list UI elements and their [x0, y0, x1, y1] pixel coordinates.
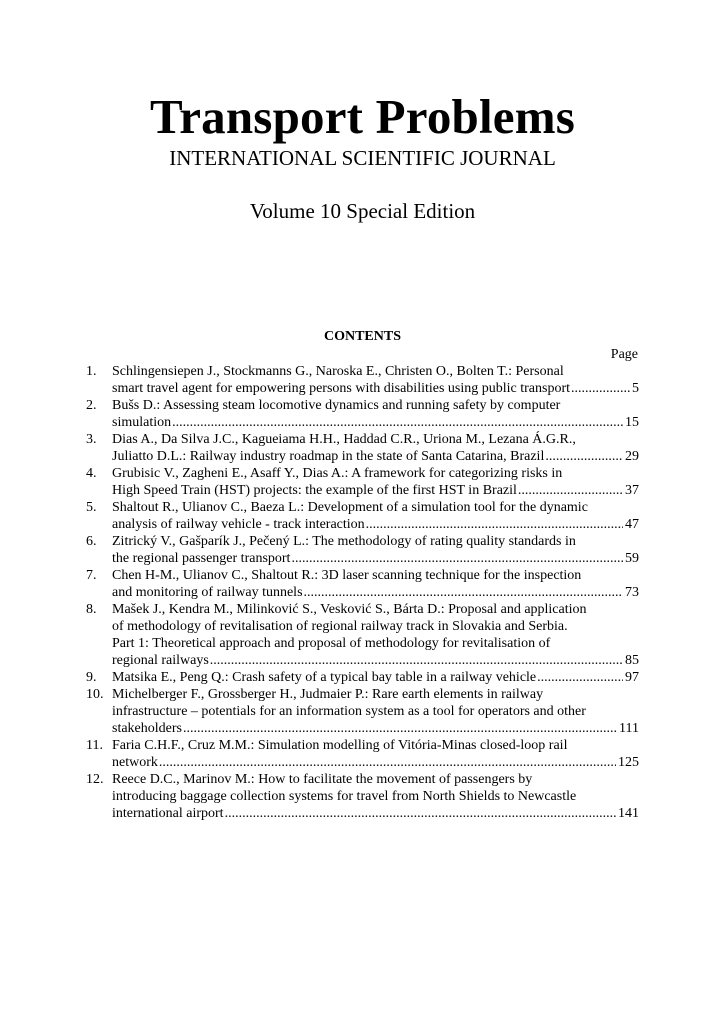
journal-subtitle: INTERNATIONAL SCIENTIFIC JOURNAL — [169, 146, 556, 170]
toc-entry — [86, 737, 639, 771]
volume-label: Volume 10 Special Edition — [249, 199, 476, 223]
toc-entry-text-line: and monitoring of railway tunnels — [112, 585, 303, 600]
toc-entry — [86, 397, 639, 431]
page-column-label: Page — [610, 347, 638, 362]
toc-entry-text-line: of methodology of revitalisation of regional railway track in Slovakia and Serbia. — [112, 619, 568, 634]
toc-entry — [86, 686, 639, 737]
toc-entry-text-line: High Speed Train (HST) projects: the example of the first HST in Brazil — [112, 483, 517, 498]
toc-entry-text-line: Michelberger F., Grossberger H., Judmaier P.: Rare earth elements in railway — [112, 687, 544, 702]
toc-entry-text-line: Matsika E., Peng Q.: Crash safety of a typical bay table in a railway vehicle — [112, 670, 537, 685]
toc-entry-number: 5. — [86, 500, 97, 515]
toc-entry-text-line: infrastructure – potentials for an information system as a tool for operators and other — [112, 704, 586, 719]
dot-leader — [291, 550, 623, 567]
toc-entry-number: 12. — [86, 772, 104, 787]
toc-entry-last-line — [112, 380, 639, 397]
toc-entry-text-line: Shaltout R., Ulianov C., Baeza L.: Development of a simulation tool for the dynamic — [112, 500, 588, 515]
dot-leader — [304, 584, 623, 601]
toc-entry-text-line: stakeholders — [112, 721, 182, 736]
toc-entry-number: 1. — [86, 364, 97, 379]
toc-entry — [86, 601, 639, 669]
toc-entry-text-line: smart travel agent for empowering persons with disabilities using public transport — [112, 381, 571, 396]
toc-entry-page-number: 125 — [618, 755, 639, 770]
toc-entry-page-number: 29 — [625, 449, 639, 464]
toc-entry-text-line: analysis of railway vehicle - track interaction — [112, 517, 365, 532]
toc-entry-page-number: 73 — [625, 585, 639, 600]
toc-entry-last-line — [112, 584, 639, 601]
toc-entry-number: 6. — [86, 534, 97, 549]
toc-entry-text-line: Dias A., Da Silva J.C., Kagueiama H.H., Haddad C.R., Uriona M., Lezana Á.G.R., — [112, 432, 576, 447]
dot-leader — [210, 652, 623, 669]
toc-entry-text-line: Schlingensiepen J., Stockmanns G., Naroska E., Christen O., Bolten T.: Personal — [112, 364, 564, 379]
toc-entry-page-number: 97 — [625, 670, 639, 685]
dot-leader — [183, 720, 617, 737]
toc-entry-text-line: the regional passenger transport — [112, 551, 291, 566]
toc-entry-number: 10. — [86, 687, 104, 702]
toc-entry-last-line — [112, 720, 639, 737]
toc-entry — [86, 567, 639, 601]
dot-leader — [537, 669, 623, 686]
toc-entry-text-line: international airport — [112, 806, 224, 821]
toc-entry-number: 4. — [86, 466, 97, 481]
toc-entry — [86, 771, 639, 822]
dot-leader — [571, 380, 630, 397]
toc-entry-text-line: Bušs D.: Assessing steam locomotive dynamics and running safety by computer — [112, 398, 561, 413]
toc-entry-text-line: simulation — [112, 415, 172, 430]
toc-entry-last-line — [112, 652, 639, 669]
toc-entry-text-line: introducing baggage collection systems for travel from North Shields to Newcastle — [112, 789, 577, 804]
toc-entry-number: 9. — [86, 670, 97, 685]
toc-entry-page-number: 111 — [619, 721, 639, 736]
contents-heading: CONTENTS — [323, 329, 402, 344]
toc-entry-number: 3. — [86, 432, 97, 447]
table-of-contents — [86, 363, 639, 822]
dot-leader — [518, 482, 623, 499]
toc-entry-text-line: Grubisic V., Zagheni E., Asaff Y., Dias A.: A framework for categorizing risks in — [112, 466, 563, 481]
toc-entry-text-line: Mašek J., Kendra M., Milinković S., Vesković S., Bárta D.: Proposal and application — [112, 602, 587, 617]
toc-entry-text-line: network — [112, 755, 158, 770]
toc-entry-number: 11. — [86, 738, 103, 753]
dot-leader — [545, 448, 623, 465]
toc-entry-number: 2. — [86, 398, 97, 413]
toc-entry-last-line — [112, 448, 639, 465]
toc-entry-page-number: 59 — [625, 551, 639, 566]
toc-entry-page-number: 141 — [618, 806, 639, 821]
toc-entry — [86, 363, 639, 397]
toc-entry — [86, 669, 639, 686]
dot-leader — [159, 754, 616, 771]
dot-leader — [225, 805, 616, 822]
toc-entry-text-line: Juliatto D.L.: Railway industry roadmap in the state of Santa Catarina, Brazil — [112, 449, 545, 464]
toc-entry-number: 8. — [86, 602, 97, 617]
toc-entry-text-line: Reece D.C., Marinov M.: How to facilitate the movement of passengers by — [112, 772, 533, 787]
toc-entry — [86, 431, 639, 465]
journal-title: Transport Problems — [149, 89, 576, 144]
toc-entry-page-number: 15 — [625, 415, 639, 430]
toc-entry-last-line — [112, 754, 639, 771]
toc-entry-text-line: regional railways — [112, 653, 209, 668]
dot-leader — [366, 516, 623, 533]
toc-entry-text-line: Zitrický V., Gašparík J., Pečený L.: The methodology of rating quality standards in — [112, 534, 576, 549]
toc-entry-last-line — [112, 805, 639, 822]
toc-entry-last-line — [112, 669, 639, 686]
toc-entry-text-line: Chen H-M., Ulianov C., Shaltout R.: 3D laser scanning technique for the inspection — [112, 568, 582, 583]
toc-entry — [86, 499, 639, 533]
dot-leader — [172, 414, 623, 431]
toc-entry-page-number: 85 — [625, 653, 639, 668]
toc-entry-page-number: 47 — [625, 517, 639, 532]
toc-entry-last-line — [112, 482, 639, 499]
toc-entry-page-number: 5 — [632, 381, 639, 396]
toc-entry-number: 7. — [86, 568, 97, 583]
toc-entry-last-line — [112, 550, 639, 567]
toc-entry-text-line: Faria C.H.F., Cruz M.M.: Simulation modelling of Vitória-Minas closed-loop rail — [112, 738, 568, 753]
toc-entry-text-line: Part 1: Theoretical approach and proposal of methodology for revitalisation of — [112, 636, 551, 651]
toc-entry-page-number: 37 — [625, 483, 639, 498]
toc-entry-last-line — [112, 516, 639, 533]
toc-entry — [86, 465, 639, 499]
toc-entry-last-line — [112, 414, 639, 431]
toc-entry — [86, 533, 639, 567]
